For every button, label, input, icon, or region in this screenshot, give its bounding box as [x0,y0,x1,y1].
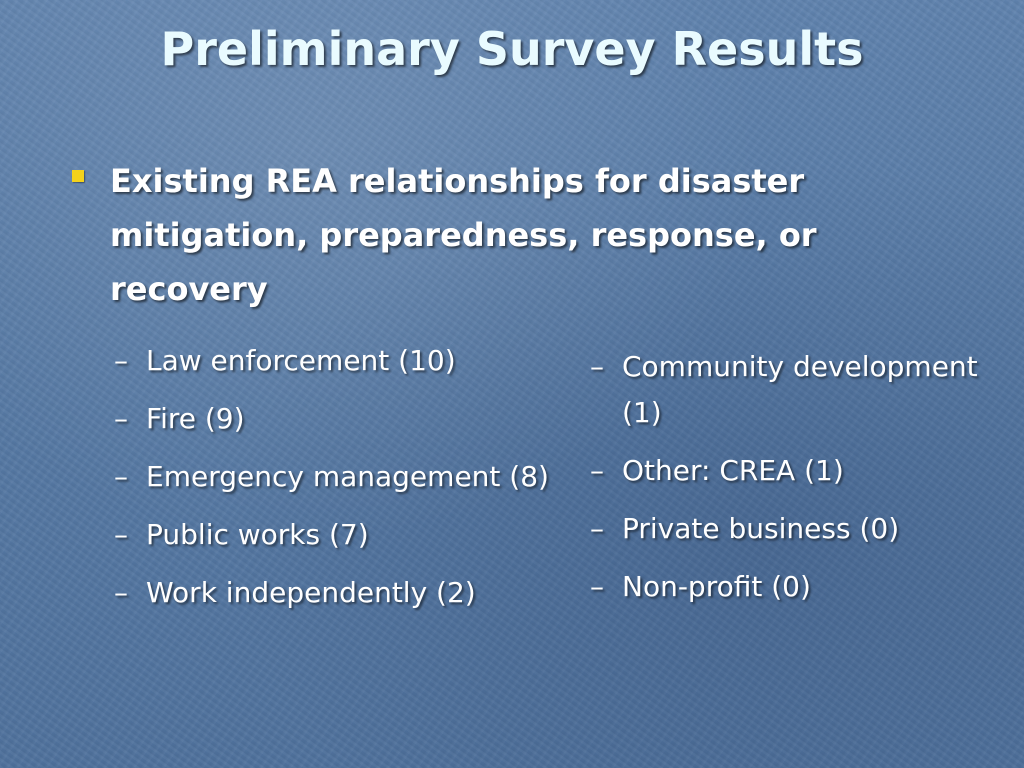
list-item [114,454,554,500]
list-item-label: Public works (7) [146,518,369,551]
square-bullet-icon [72,170,84,182]
list-item-label: Emergency management (8) [146,460,549,493]
list-item-label: Work independently (2) [146,576,476,609]
list-item [114,570,554,616]
dash-icon: – [590,512,604,545]
list-item [114,396,554,442]
dash-icon: – [114,576,128,609]
list-item [590,344,990,436]
dash-icon: – [114,402,128,435]
list-item-label: Fire (9) [146,402,245,435]
dash-icon: – [590,454,604,487]
list-item-label: Other: CREA (1) [622,454,844,487]
left-sublist [114,338,554,628]
list-item-label: Law enforcement (10) [146,344,456,377]
list-item [590,564,990,610]
list-item-label: Private business (0) [622,512,900,545]
list-item [590,506,990,552]
dash-icon: – [114,518,128,551]
main-bullet-text: Existing REA relationships for disaster mitigation, preparedness, response, or recovery [110,162,817,308]
dash-icon: – [590,570,604,603]
list-item-label: Community development (1) [622,350,978,429]
list-item-label: Non-profit (0) [622,570,811,603]
list-item [114,338,554,384]
list-item [114,512,554,558]
list-item [590,448,990,494]
right-sublist [590,344,990,622]
dash-icon: – [114,460,128,493]
dash-icon: – [114,344,128,377]
dash-icon: – [590,350,604,383]
slide-title: Preliminary Survey Results [160,22,864,76]
